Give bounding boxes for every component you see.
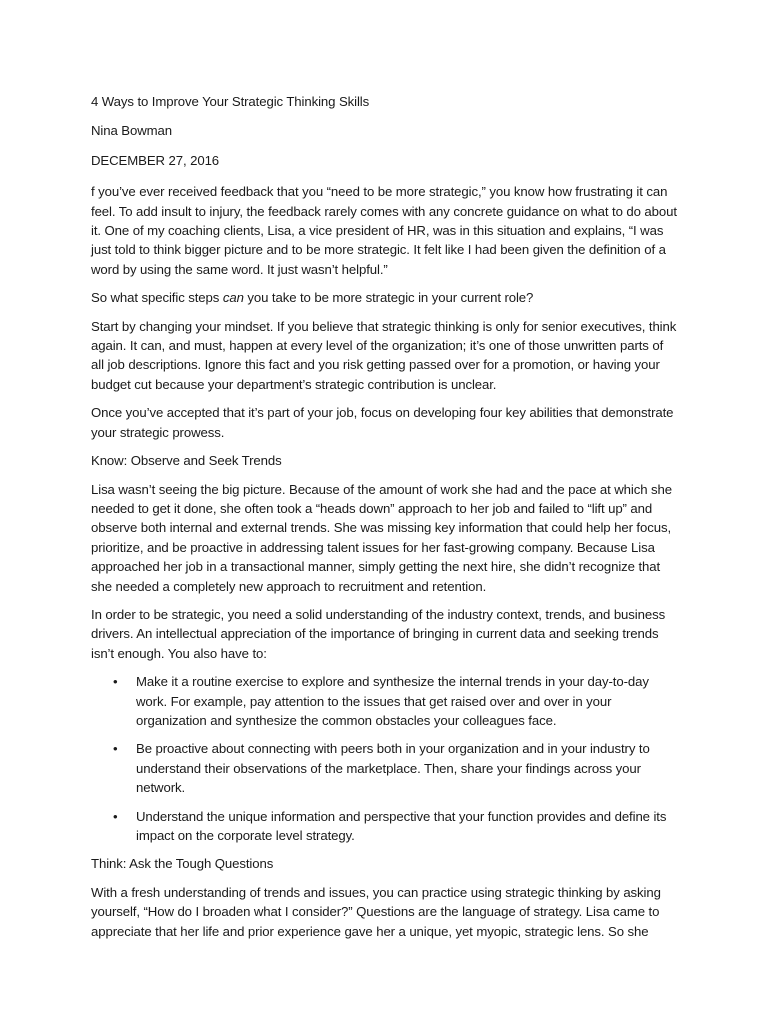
section-know-paragraph-1: Lisa wasn’t seeing the big picture. Because of the amount of work she had and the pace at which she needed to get it done, she often took a “heads down” approach to her job and failed to “lift up” and observe both internal and external trends. She was missing key information that could help her focus, prioritize, and be proactive in addressing talent issues for her fast-growing company. Because Lisa approached her job in a transactional manner, simply getting the next hire, she didn’t recognize that she needed a completely new approach to recruitment and retention. xyxy=(91,481,672,594)
question-emphasis: can xyxy=(222,290,244,306)
list-item xyxy=(91,807,679,846)
mindset-paragraph: Start by changing your mindset. If you believe that strategic thinking is only for senior executives, think again. It can, and must, happen at every level of the organization; it’s one of those unwritten parts of all job descriptions. Ignore this fact and you risk getting passed over for a promotion, or having your budget cut because your department’s strategic contribution is unclear. xyxy=(91,318,677,392)
section-think-paragraph-1: With a fresh understanding of trends and issues, you can practice using strategic thinking by asking yourself, “How do I broaden what I consider?” Questions are the language of strategy. Lisa came to appreciate that her life and prior experience gave her a unique, yet myopic, strategic lens. So she xyxy=(91,884,661,939)
list-item-text: Understand the unique information and perspective that your function provides and define its impact on the corporate level strategy. xyxy=(136,808,667,843)
bullet-marker: • xyxy=(113,674,118,690)
question-paragraph xyxy=(91,288,679,307)
list-item xyxy=(91,739,679,797)
document-title: 4 Ways to Improve Your Strategic Thinking Skills xyxy=(91,94,370,109)
publication-date: DECEMBER 27, 2016 xyxy=(91,152,220,168)
intro-paragraph: f you’ve ever received feedback that you “need to be more strategic,” you know how frustrating it can feel. To add insult to injury, the feedback rarely comes with any concrete guidance on what to do about it. One of my coaching clients, Lisa, a vice president of HR, was in this situation and explains, “I was just told to think bigger picture and to be more strategic. It felt like I had been given the definition of a word by using the same word. It just wasn’t helpful.” xyxy=(91,184,677,277)
bullet-list xyxy=(91,672,679,845)
author-name: Nina Bowman xyxy=(91,123,172,139)
question-text-after: you take to be more strategic in your current role? xyxy=(243,290,534,306)
list-item xyxy=(91,672,679,730)
bullet-marker: • xyxy=(113,808,118,824)
section-heading-know: Know: Observe and Seek Trends xyxy=(91,453,282,469)
abilities-paragraph: Once you’ve accepted that it’s part of your job, focus on developing four key abilities that demonstrate your strategic prowess. xyxy=(91,405,674,440)
bullet-marker: • xyxy=(113,741,118,757)
document-page xyxy=(91,92,679,950)
list-item-text: Make it a routine exercise to explore and synthesize the internal trends in your day-to-day work. For example, pay attention to the issues that get raised over and over in your organization and synthesize the common obstacles your colleagues face. xyxy=(136,674,649,728)
section-heading-think: Think: Ask the Tough Questions xyxy=(91,856,274,872)
section-know-paragraph-2: In order to be strategic, you need a solid understanding of the industry context, trends, and business drivers. An intellectual appreciation of the importance of bringing in current data and seeking trends isn’t enough. You also have to: xyxy=(91,606,666,661)
question-text-before: So what specific steps xyxy=(91,290,223,306)
list-item-text: Be proactive about connecting with peers both in your organization and in your industry to understand their observations of the marketplace. Then, share your findings across your network. xyxy=(136,741,650,796)
